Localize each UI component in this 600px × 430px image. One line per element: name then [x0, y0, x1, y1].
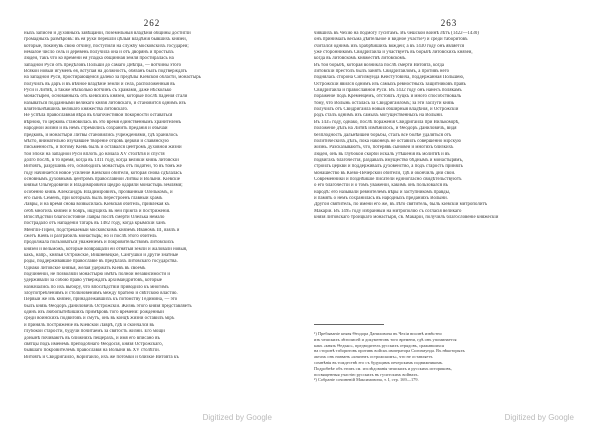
footnote-line: посвященныя участію русскихъ въ гуситскихъ войнахъ. [314, 371, 419, 377]
footnote-rule [314, 324, 384, 325]
text-line: среди воинскихъ подвиговъ и смутъ, онъ въ концѣ жизни оставилъ міръ [24, 316, 175, 322]
text-line: пострадало отъ нападеній татаръ въ 1482 году, когда крымскій ханъ [24, 221, 166, 227]
page-number-right: 263 [440, 18, 458, 28]
text-line: злоупотребленіямъ и столкновеніямъ между братіею и свѣтскою властію. [24, 291, 178, 297]
text-line: одинъ изъ любопытнѣйшихъ примѣровъ того времени: рожденный [24, 310, 164, 316]
text-line: основнымъ духовнымъ центромъ православной Литвы и Волыни. Кіевскіе [24, 176, 181, 182]
text-line: Витовтъ и Свидригайло, Коригайло, ихъ же потомки и близкіе Витовта къ [24, 354, 179, 360]
text-line: западной Руси отъ предѣловъ Польши до самаго Днѣпра, — вотчины этого [24, 62, 182, 68]
text-line: Всякой новый игуменъ ея, вступая на должность, обязанъ былъ подтверждать [24, 69, 187, 75]
text-line: о его благочестіи и о томъ уваженіи, какимъ онъ пользовался въ [314, 183, 448, 189]
text-line: Менгли-Гирей, подстрекаемый московскимъ княземъ Иваномъ III, взялъ и [24, 227, 180, 233]
footnote-line: актахъ онъ названъ «княземъ острожскимъ», что не оставляетъ [314, 354, 433, 360]
right-page-text [314, 31, 574, 221]
text-line: его сынъ Семенъ, при которыхъ былъ перестроенъ главный храмъ [24, 195, 163, 201]
text-line: людей, такъ что ко времени ея упадка общинная земля простиралась на [24, 56, 174, 62]
text-line: Однако литовскіе князья, желая удержать Кіевъ въ своемъ [24, 265, 146, 271]
right-page-watermark: Digitized by Google [504, 413, 574, 422]
text-line: долго послѣ, в то время, когда въ 1411 году, когда великій князь литовскій [24, 157, 179, 163]
text-line: получилъ въ даръ и въ вѣчное владѣніе земли и сёла, расположенныя въ [24, 81, 176, 87]
text-line: Современники и позднѣйшіе писатели единогласно свидѣтельствуютъ [314, 176, 462, 182]
text-line: Витовтъ, разрушивъ его, освободилъ монастырь отъ податей, то въ томъ же [24, 164, 182, 170]
text-line: былъ князь Ѳеодоръ Даниловичъ Острожскій. Жизнь этого князя представляетъ [24, 303, 192, 309]
text-line: народѣ: его называли ревнителемъ вѣры и заступникомъ правды, [314, 189, 451, 195]
text-line: жизнь. Разсказываютъ, что, потерявъ сыновей и многихъ близкихъ [314, 145, 454, 151]
text-line: Свидригайла и православной Руси. Въ 1432 году онъ нанесъ полякамъ [314, 88, 462, 94]
text-line: монашество въ Кіево-Печерской обители, гдѣ и окончилъ дни свои. [314, 170, 456, 176]
text-line: немалое число сель и деревень получила она и отъ дворянъ и простыхъ [24, 50, 174, 56]
text-line: святцы подъ именемъ преподобнаго Ѳеодосія, князя Острожскаго, [24, 341, 164, 347]
text-line: Острожскій явился однимъ изъ самыхъ ревностныхъ защитниковъ правъ [314, 81, 466, 87]
footnote-line: сомнѣнія въ тождествѣ его съ будущимъ печерскимъ подвижникомъ. [314, 359, 444, 365]
footnote-text [314, 331, 574, 383]
text-line: людей, онъ въ глубокой скорби искалъ утѣшенія въ молитвѣ и въ [314, 151, 450, 157]
text-line: сжегъ Кіевъ и разграбилъ монастырь; но и послѣ этого обитель [24, 234, 157, 239]
text-line: подвигахъ благочестія, раздавалъ имущество бѣднымъ и монастырямъ, [314, 157, 464, 163]
text-line: пораженіе подъ Кременцемъ, отстоялъ Луцкъ и много способствовалъ [314, 94, 462, 100]
text-line: предковъ, и монастыри Литвы становились учрежденіями, гдѣ хранилось [24, 132, 178, 138]
text-line: назначались по ихъ выбору, что впослѣдствіи приводило къ многимъ [24, 284, 169, 290]
text-line: и принялъ постриженіе въ Кіевской Лаврѣ, гдѣ и скончался въ [24, 322, 155, 328]
text-line: политическихъ дѣлъ, пока наконецъ не оставилъ совершенно мірскую [314, 138, 462, 144]
text-line: уже сторонникомъ Свидригайла и участвуетъ въ борьбѣ литовскихъ князей, [314, 50, 473, 56]
text-line: когда въ литовскомъ княжествѣ литовскомъ. [314, 56, 407, 62]
footnotes [314, 320, 574, 383]
text-line: получилъ отъ Свидригайла новыя обширныя владѣнія, и Острожскій [314, 107, 459, 113]
text-line: народной жизни и въ немъ стремились сохранить преданія и обычаи [24, 126, 168, 132]
text-line: донынѣ почиваютъ въ ближнихъ пещерахъ, и имя его вписано въ [24, 335, 160, 341]
left-page [4, 0, 300, 430]
text-line: князья Ольгердовичи и Владиміровичи щедро одаряли монастырь землями; [24, 183, 183, 189]
text-line: бывшаго покровителемъ православія на Волыни въ XV столѣтіи. [24, 348, 160, 354]
text-line: литовскій престолъ былъ занятъ Свидригайломъ, а противъ него [314, 69, 450, 75]
text-line: той эпохи на западной Руси вплоть до начала XV столѣтія и спустя [24, 151, 165, 157]
left-page-watermark: Digitized by Google [202, 413, 272, 422]
text-line: тому, что Волынь осталась за Свидригайломъ; за эти заслуги князь [314, 100, 455, 106]
text-line: Не успѣла православная вѣра въ благочестивой покорности оставаться [24, 113, 173, 119]
text-line: чившихъ въ Чехію на подмогу гуситамъ. Въ чешской войнѣ лѣтъ (1422—1430) [314, 31, 479, 36]
footnote-line: Подробнѣе объ этомъ см. изслѣдованія чешскихъ и русскихъ историковъ, [314, 365, 452, 371]
text-line: письменность, и потому Кіевъ былъ и оставался центромъ духовной жизни [24, 145, 182, 151]
text-line: Въ 1435 году, однако, послѣ пораженія Свидригайла при Вилькомірѣ, [314, 119, 460, 125]
text-line: родъ сталъ однимъ изъ самыхъ могущественныхъ на Волыни. [314, 113, 444, 119]
text-line: монастырей, основанныхъ отъ кіевскихъ князей, которые послѣ паденія стали [24, 94, 188, 100]
text-line: Въ той борьбѣ, которая возникла послѣ смерти Витовта, когда [314, 62, 445, 68]
footnote-line: какъ «князь Ѳедько», предводитель русскихъ отрядовъ, сражавшихся [314, 342, 445, 348]
text-line: особенно князь Александръ Владиміровичъ, прозванный Олелькомъ, и [24, 189, 173, 195]
text-line: вѣрною, то церковь становилась въ это время единственнымъ хранителемъ [24, 119, 182, 125]
text-line: онъ принималъ весьма дѣятельное и видное участіе¹) и среди таборитовъ [314, 37, 468, 43]
footnote-line: ²) Собраніе сочиненій Максимовича, т. I, стр. 169—179. [314, 377, 419, 383]
text-line: называться подданными великаго князя литовскаго, и становится однимъ изъ [24, 100, 186, 106]
text-line: положеніе дѣлъ на Литвѣ измѣнилось, и Ѳеодоръ Даниловичъ, видя [314, 126, 457, 132]
text-line: себѣ многихъ князей и бояръ, ищущихъ въ ней пріюта и постриженія. [24, 208, 171, 214]
text-line: глубокой старости, будучи почитаемъ за святость жизни. Его мощи [24, 329, 165, 335]
left-page-text [24, 31, 282, 361]
page-number-left: 262 [143, 18, 161, 28]
footnote-line: ¹) Пребываніе князя Ѳеодора Даниловича въ Чехіи вполнѣ извѣстно [314, 331, 442, 336]
text-line: строилъ церкви и поддерживалъ духовенство, а подъ старость принялъ [314, 164, 463, 170]
text-line: вліятельнѣйшихъ великаго княжества литовскаго. [24, 107, 129, 113]
text-line: Макарій. Въ 1495 году избранный на митрополію съ согласія великаго [314, 208, 462, 214]
text-line: Руси и Литвѣ, а также нѣсколько вотчинъ съ храмами, даже нѣсколько [24, 88, 172, 94]
text-line: считался однимъ изъ храбрѣйшихъ вождей; а въ 1430 году онъ является [314, 43, 465, 49]
text-line: роды, поддерживавшіе православіе въ предѣлахъ литовскаго государства. [24, 259, 178, 265]
text-line: подчиненіи, не позволяли монастырю имѣть полной независимости и [24, 272, 170, 278]
text-line: ныхъ записей и духовныхъ завѣщаній, поземельныя владѣнія общины достигли [24, 31, 191, 36]
text-line: поднялась сторона Сигизмунда Кейстутовича, поддержанная Польшею, [314, 75, 465, 81]
text-line: Впослѣдствіи благосостояніе Лавры послѣ смерти Олелька немало [24, 214, 165, 220]
footnote-line: изъ чешскихъ лѣтописей и документовъ того времени, гдѣ онъ упоминается [314, 336, 457, 342]
text-line: на западной Руси, простирающейся далеко за предѣлы Кіевской области, монастырь [24, 75, 201, 81]
text-line: продолжала пользоваться уваженіемъ и покровительствомъ литовскихъ [24, 240, 174, 246]
text-line: князя литовскаго троицкаго монастыря, св. Макарій, получилъ благословеніе княжескій [314, 214, 499, 220]
text-line: и память о немъ сохранилась въ народныхъ преданіяхъ Волыни. [314, 195, 449, 201]
text-line: громадныхъ размѣровъ: въ ея руки перешли цѣлыя владѣнія бывшихъ князей, [24, 37, 187, 43]
right-page [302, 0, 596, 430]
text-line: мѣсто, внимательно изучавшее твореніе отцовъ церкви и славянскую [24, 138, 169, 144]
text-line: которые, покинувъ свою отчину, поступили на службу московскихъ государей; [24, 43, 189, 49]
text-line: удерживали за собою право утверждать архимандритовъ, которые [24, 278, 162, 284]
text-line: какъ, напр., князья Острожскіе, Вишневецкіе, Сангушки и другіе знатные [24, 253, 179, 259]
text-line: году начинается новое усиленіе Кіевской обители, которая снова сдѣлалась [24, 170, 182, 176]
text-line: безплодность дальнѣйшей борьбы, сталъ все болѣе удаляться отъ [314, 132, 452, 138]
text-line: Другой святитель, по имени его же, въ лѣто святитель, былъ кіевскій митрополитъ [314, 202, 488, 208]
text-line: Первый же изъ князей, принадлежавшихъ къ потомству Гедимина, — это [24, 297, 178, 303]
footnote-line: на сторонѣ таборитовъ противъ войскъ императора Сигизмунда. Въ нѣкоторыхъ [314, 348, 465, 354]
text-line: Лавры, и на время снова возвысилась Кіевская обитель, привлекая къ [24, 202, 170, 208]
text-line: князей и вельможъ, которые возвращали ей отнятыя земли и жаловали новыя, [24, 246, 188, 252]
